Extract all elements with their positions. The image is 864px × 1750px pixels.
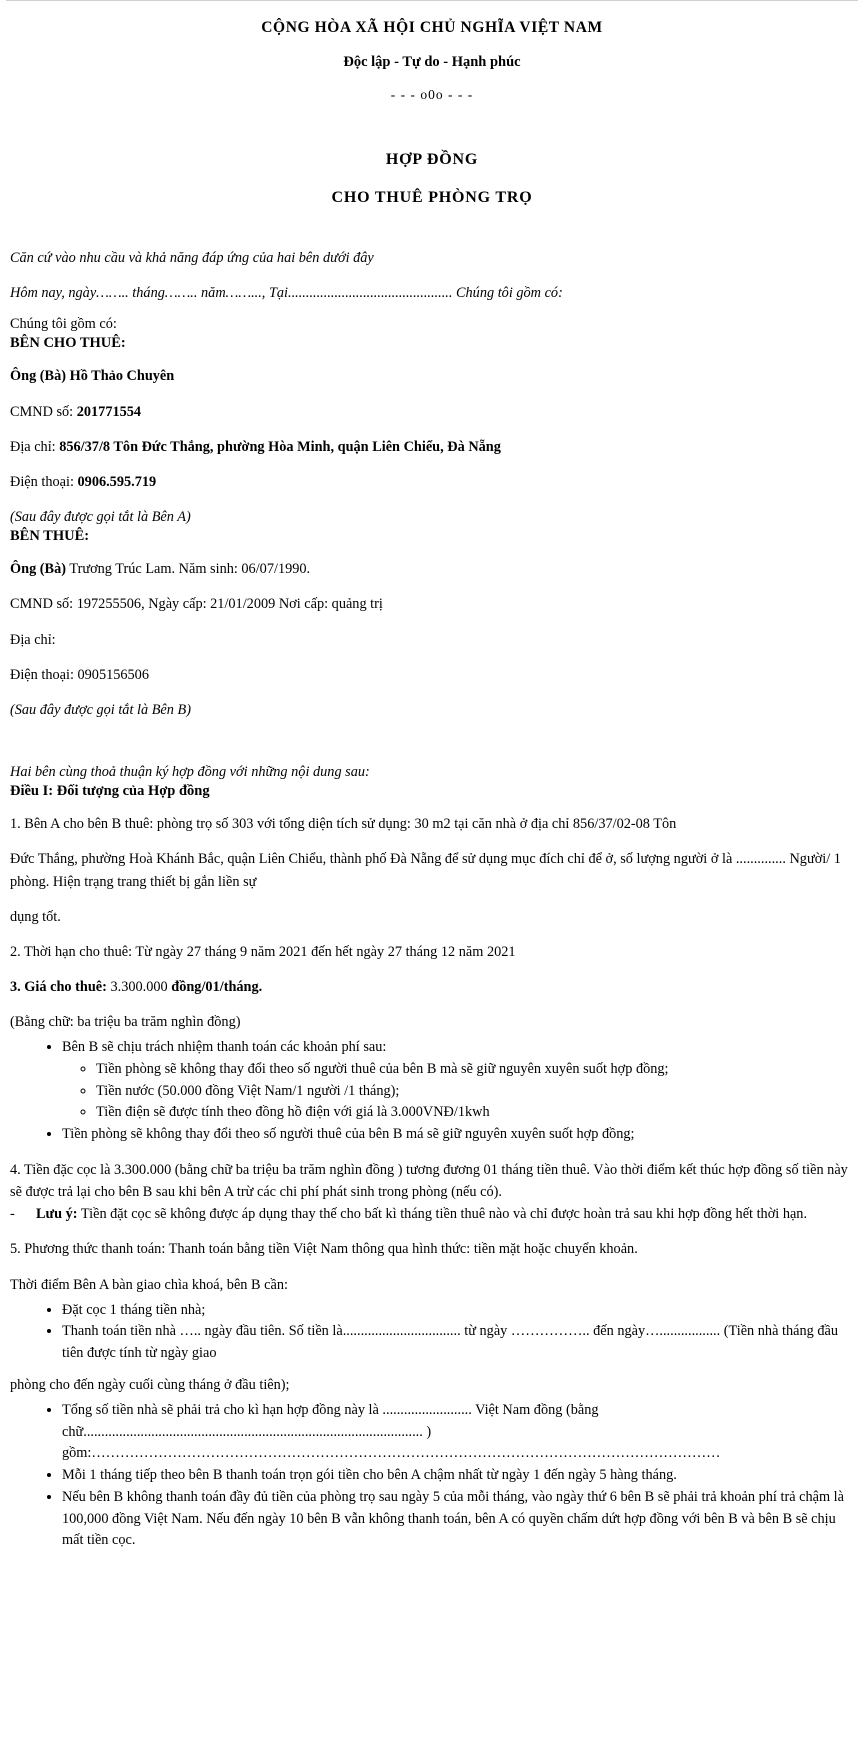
list-item: • Đặt cọc 1 tháng tiền nhà;	[62, 1300, 854, 1322]
deposit-note	[10, 1203, 854, 1225]
fees-list	[10, 1037, 854, 1146]
list-item: ◦ Tiền phòng sẽ không thay đổi theo số người thuê của bên B mà sẽ giữ nguyên xuyên suốt hợp đồng;	[96, 1059, 854, 1081]
lessee-alias: (Sau đây được gọi tắt là Bên B)	[10, 701, 191, 718]
national-motto: Độc lập - Tự do - Hạnh phúc	[343, 54, 521, 70]
list-item: • Mỗi 1 tháng tiếp theo bên B thanh toán trọn gói tiền cho bên A chậm nhất từ ngày 1 đến ngày 5 hàng tháng.	[62, 1465, 854, 1487]
clause5-payment-method: 5. Phương thức thanh toán: Thanh toán bằng tiền Việt Nam thông qua hình thức: tiền mặt hoặc chuyển khoản.	[10, 1241, 638, 1258]
dash-marker: -	[10, 1206, 15, 1223]
intro-basis: Căn cứ vào nhu cầu và khả năng đáp ứng của hai bên dưới đây	[10, 250, 374, 266]
lessor-address-row	[10, 436, 854, 458]
lessor-name-value: Hồ Thảo Chuyên	[69, 368, 175, 385]
intro-date-line: Hôm nay, ngày…….. tháng…….. năm……..., Tại.............................................. Chúng tôi gồm có:	[10, 285, 563, 302]
lessee-name-row	[10, 558, 854, 580]
lessee-phone-row: Điện thoại: 0905156506	[10, 666, 149, 683]
clause3-label: 3. Giá cho thuê:	[10, 978, 107, 995]
lessee-section-label: BÊN THUÊ:	[10, 528, 90, 545]
clause3-price	[10, 976, 854, 998]
list-item: • Thanh toán tiền nhà ….. ngày đầu tiên. Số tiền là................................. từ ngày …………….. đến ngày…................. (Tiền nhà tháng đầu tiên được tính từ ngày giao	[62, 1321, 854, 1364]
list-item: • Nếu bên B không thanh toán đầy đủ tiền của phòng trọ sau ngày 5 của mỗi tháng, vào ngày thứ 6 bên B sẽ phải trả khoản phí trả chậm là 100,000 đồng Việt Nam. Nếu đến ngày 10 bên B vẫn không thanh toán, bên A có quyền chấm dứt hợp đồng với bên B và bên B sẽ chịu mất tiền cọc.	[62, 1487, 854, 1552]
total-payment-list	[10, 1400, 854, 1552]
contract-title-line1: HỢP ĐỒNG	[385, 151, 479, 168]
lessee-id-row: CMND số: 197255506, Ngày cấp: 21/01/2009 Nơi cấp: quảng trị	[10, 596, 383, 613]
clause1-part-c: dụng tốt.	[10, 908, 61, 925]
contract-title-line2: CHO THUÊ PHÒNG TRỌ	[331, 189, 533, 206]
contract-document	[6, 19, 858, 1552]
clause2-duration: 2. Thời hạn cho thuê: Từ ngày 27 tháng 9 năm 2021 đến hết ngày 27 tháng 12 năm 2021	[10, 943, 516, 960]
fees-sublist	[62, 1059, 854, 1124]
handover-tail: phòng cho đến ngày cuối cùng tháng ở đầu tiên);	[10, 1376, 290, 1393]
lessor-id-label: CMND số:	[10, 403, 74, 420]
clause1-part-b: Đức Thắng, phường Hoà Khánh Bắc, quận Liên Chiểu, thành phố Đà Nẵng để sử dụng mục đích chỉ để ở, số lượng người ở là .............. Người/ 1 phòng. Hiện trạng trang thiết bị gắn liền sự	[10, 851, 841, 890]
handover-intro: Thời điểm Bên A bàn giao chìa khoá, bên B cần:	[10, 1276, 288, 1293]
list-item: ◦ Tiền nước (50.000 đồng Việt Nam/1 người /1 tháng);	[96, 1081, 854, 1103]
lessor-phone-label: Điện thoại:	[10, 473, 74, 490]
clause3-unit: đồng/01/tháng.	[171, 978, 263, 995]
lessor-name-row	[10, 365, 854, 387]
clause3-value: 3.300.000	[110, 978, 168, 995]
lessee-name-label: Ông (Bà)	[10, 561, 67, 578]
lessee-name-value: Trương Trúc Lam. Năm sinh: 06/07/1990.	[69, 561, 311, 578]
clause4-deposit: 4. Tiền đặc cọc là 3.300.000 (bằng chữ ba triệu ba trăm nghìn đồng ) tương đương 01 tháng tiền thuê. Vào thời điểm kết thúc hợp đồng số tiền này sẽ được trả lại cho bên B sau khi bên A trừ các chi phí phát sinh trong phòng (nếu có).	[10, 1161, 848, 1201]
intro-we-include: Chúng tôi gồm có:	[10, 316, 117, 333]
list-item: • Bên B sẽ chịu trách nhiệm thanh toán các khoản phí sau:	[62, 1037, 854, 1059]
clause3-words: (Bằng chữ: ba triệu ba trăm nghìn đồng)	[10, 1014, 241, 1031]
handover-list	[10, 1300, 854, 1365]
lessor-phone-value: 0906.595.719	[77, 473, 157, 490]
lessor-id-row	[10, 401, 854, 423]
lessor-phone-row	[10, 471, 854, 493]
lessee-address-row: Địa chỉ:	[10, 631, 56, 648]
note-text: Tiền đặt cọc sẽ không được áp dụng thay thế cho bất kì tháng tiền thuê nào và chỉ được hoàn trả sau khi hợp đồng hết thời hạn.	[80, 1206, 808, 1223]
lessor-section-label: BÊN CHO THUÊ:	[10, 335, 126, 352]
lessor-address-label: Địa chỉ:	[10, 438, 56, 455]
list-item: • Tiền phòng sẽ không thay đổi theo số người thuê của bên B má sẽ giữ nguyên xuyên suốt hợp đồng;	[62, 1124, 854, 1146]
page-top-divider	[6, 0, 858, 1]
list-item: ◦ Tiền điện sẽ được tính theo đồng hồ điện với giá là 3.000VNĐ/1kwh	[96, 1102, 854, 1124]
note-label: Lưu ý:	[36, 1206, 78, 1223]
lessor-address-value: 856/37/8 Tôn Đức Thắng, phường Hòa Minh, quận Liên Chiểu, Đà Nẵng	[59, 438, 501, 455]
lessor-id-value: 201771554	[76, 403, 142, 420]
list-item: • Tổng số tiền nhà sẽ phải trả cho kì hạn hợp đồng này là ......................... Việt Nam đồng (bằng chữ............................................................................................... ) gồm:……………………………………………………………………………………………………………………	[62, 1400, 854, 1465]
lessor-alias: (Sau đây được gọi tắt là Bên A)	[10, 509, 191, 526]
clause1-part-a: 1. Bên A cho bên B thuê: phòng trọ số 303 với tổng diện tích sử dụng: 30 m2 tại căn nhà ở địa chỉ 856/37/02-08 Tôn	[10, 816, 677, 833]
lessor-name-label: Ông (Bà)	[10, 368, 67, 385]
article1-title: Điều I: Đối tượng của Hợp đồng	[10, 783, 210, 800]
ornament-divider: - - - o0o - - -	[390, 87, 474, 102]
national-title: CỘNG HÒA XÃ HỘI CHỦ NGHĨA VIỆT NAM	[261, 19, 603, 36]
agreement-lead: Hai bên cùng thoả thuận ký hợp đồng với những nội dung sau:	[10, 764, 370, 781]
